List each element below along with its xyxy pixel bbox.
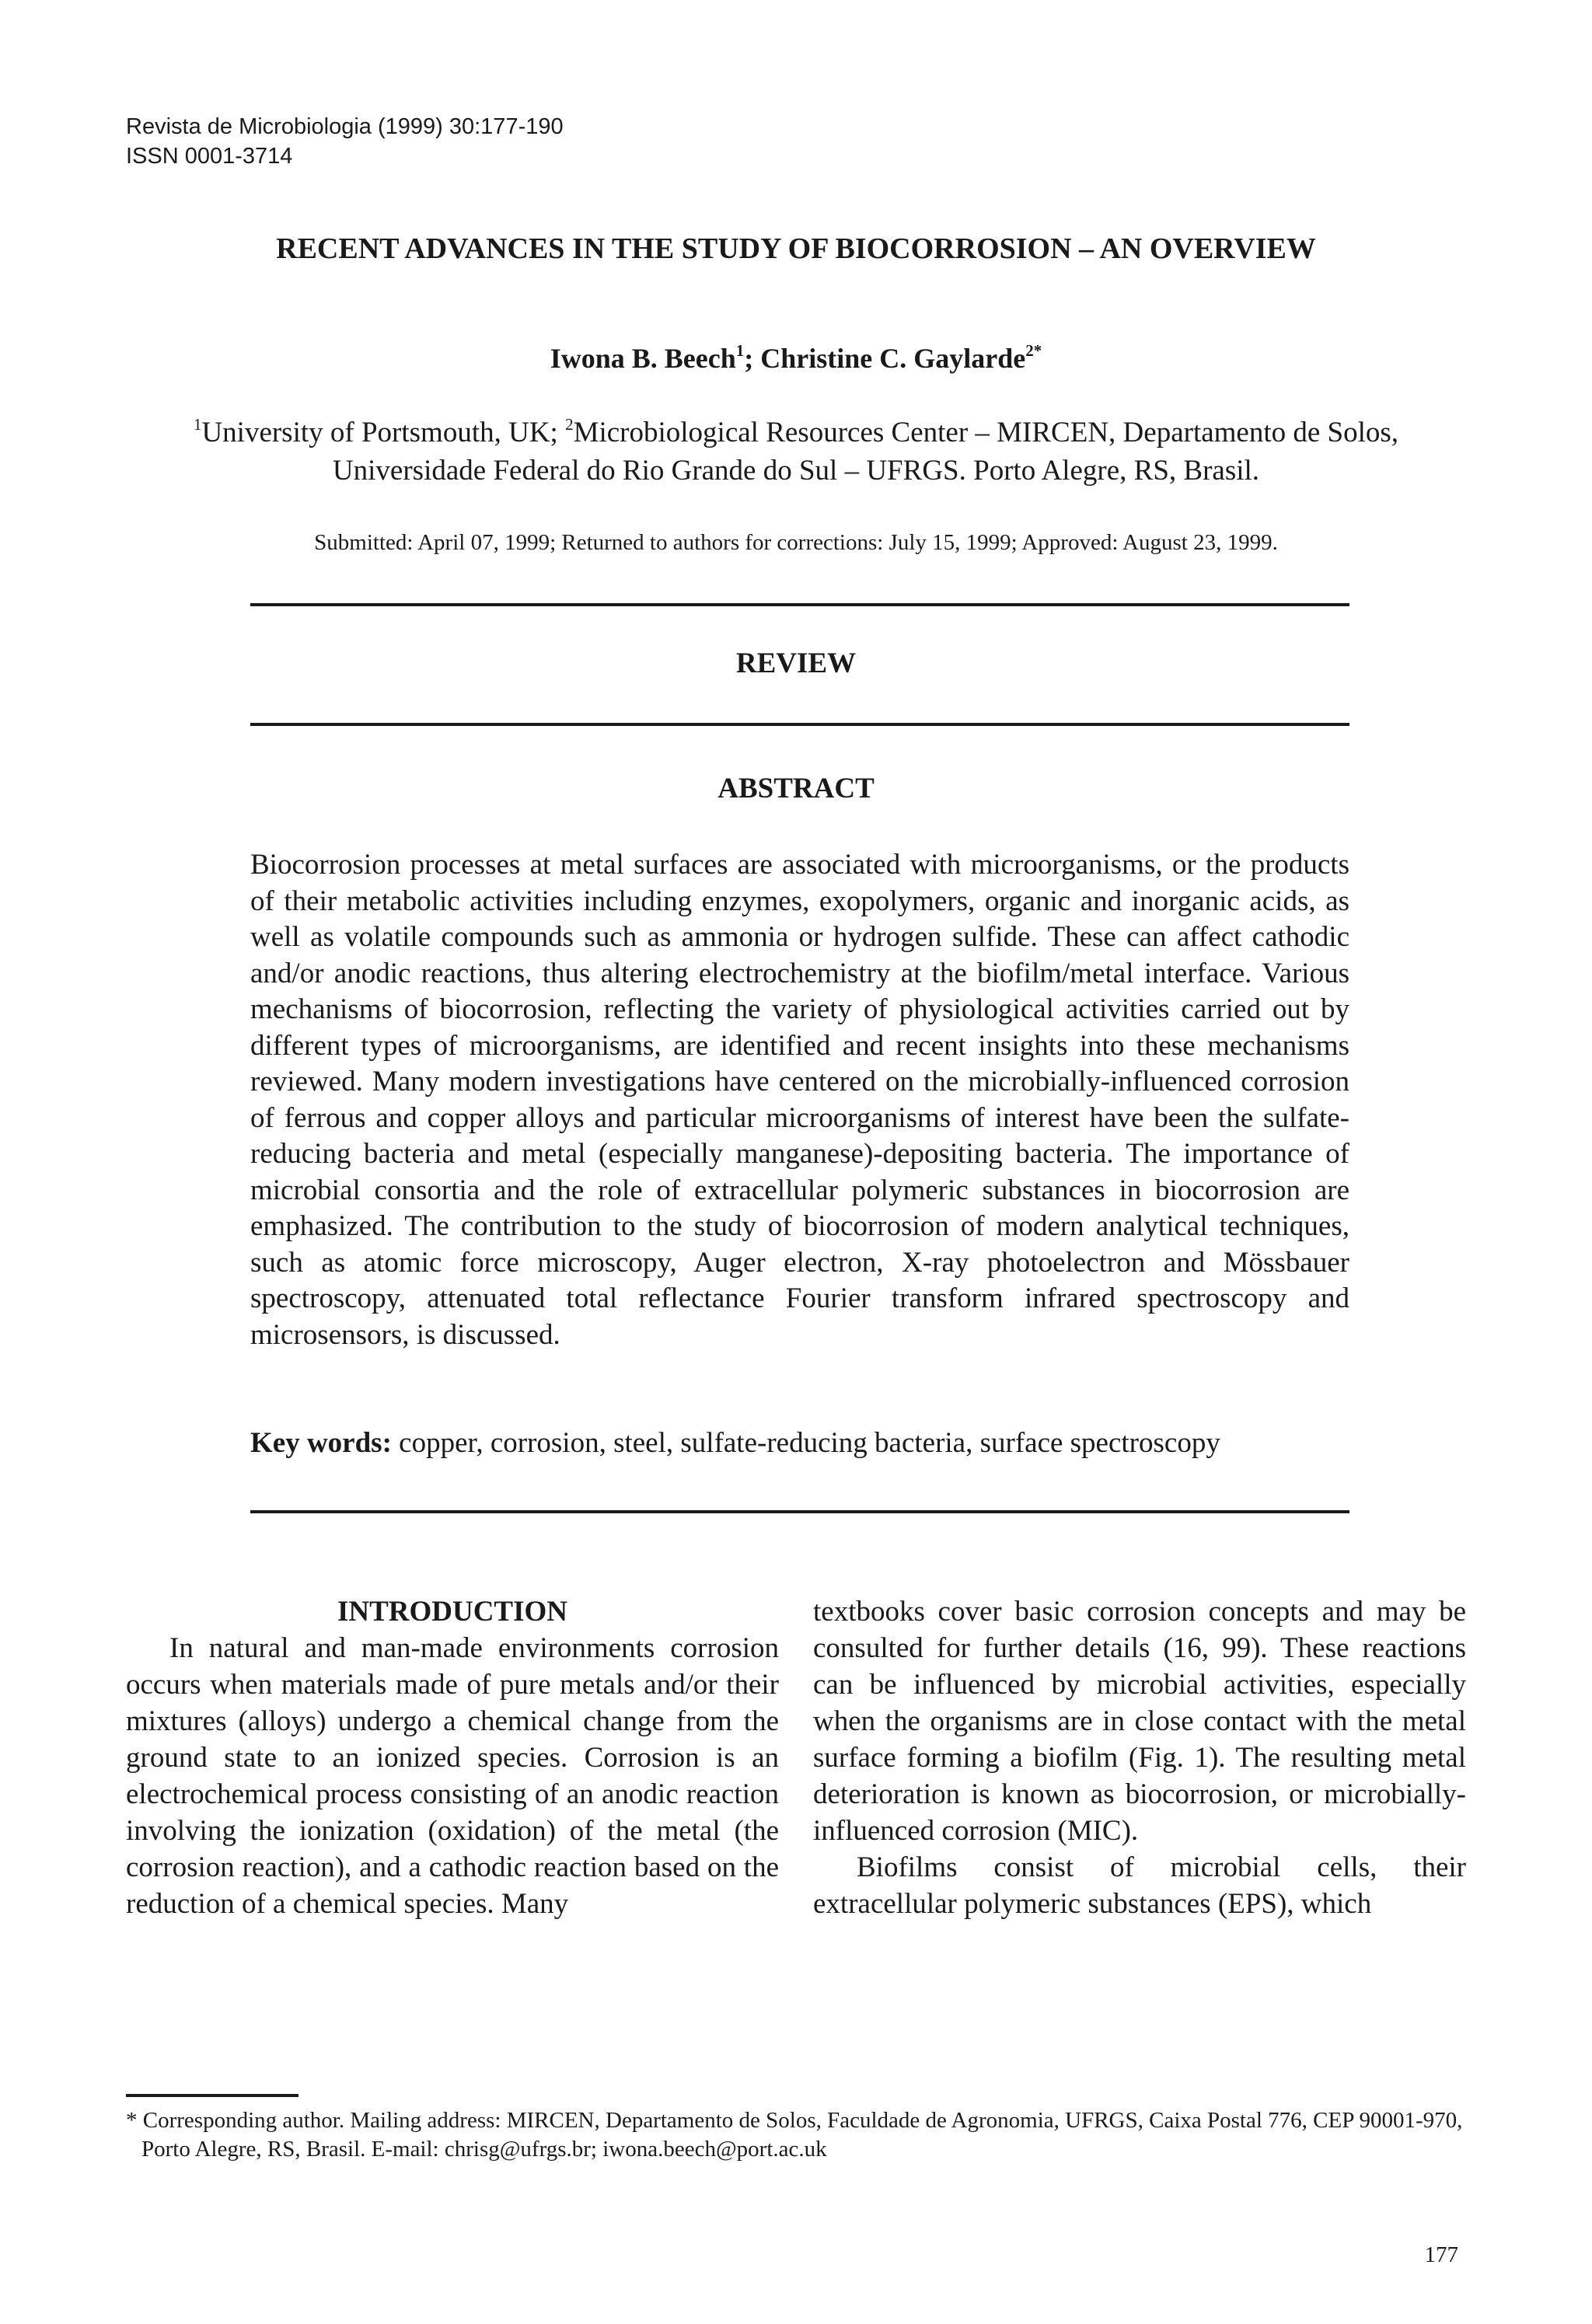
affiliation-1-mark: 1 xyxy=(193,415,202,434)
affiliation-2: Microbiological Resources Center – MIRCEN, Departamento de Solos, xyxy=(573,417,1399,448)
author-1-affiliation-mark: 1 xyxy=(735,341,745,360)
section-label: REVIEW xyxy=(735,647,857,679)
affiliation-line-2: Universidade Federal do Rio Grande do Sul – UFRGS. Porto Alegre, RS, Brasil. xyxy=(332,455,1260,487)
journal-citation: Revista de Microbiologia (1999) 30:177-190 xyxy=(126,114,564,139)
column-left xyxy=(126,1593,779,1922)
abstract-text: Biocorrosion processes at metal surfaces are associated with microorganisms, or the products of their metabolic activities including enzymes, exopolymers, organic and inorganic acids, as well as volatile compounds such as ammonia or hydrogen sulfide. These can affect cathodic and/or anodic reactions, thus altering electrochemistry at the biofilm/metal interface. Various mechanisms of biocorrosion, reflecting the variety of physiological activities carried out by different types of microorganisms, are identified and recent insights into these mechanisms reviewed. Many modern investigations have centered on the microbially-influenced corrosion of ferrous and copper alloys and particular microorganisms of interest have been the sulfate-reducing bacteria and metal (especially manganese)-depositing bacteria. The importance of microbial consortia and the role of extracellular polymeric substances in biocorrosion are emphasized. The contribution to the study of biocorrosion of modern analytical techniques, such as atomic force microscopy, Auger electron, X-ray photoelectron and Mössbauer spectroscopy, attenuated total reflectance Fourier transform infrared spectroscopy and microsensors, is discussed. xyxy=(250,849,1349,1351)
journal-issn: ISSN 0001-3714 xyxy=(126,144,293,169)
abstract-heading: ABSTRACT xyxy=(717,773,875,804)
column-right xyxy=(813,1593,1466,1922)
introduction-paragraph-1: In natural and man-made environments corrosion occurs when materials made of pure metals and/or their mixtures (alloys) undergo a chemical change from the ground state to an ionized species. Corrosion is an electrochemical process consisting of an anodic reaction involving the ionization (oxidation) of the metal (the corrosion reaction), and a cathodic reaction based on the reduction of a chemical species. Many xyxy=(126,1632,779,1920)
affiliation-1: University of Portsmouth, UK; xyxy=(201,417,566,448)
page-number: 177 xyxy=(1424,2242,1458,2267)
submission-dates: Submitted: April 07, 1999; Returned to authors for corrections: July 15, 1999; Approved: August 23, 1999. xyxy=(314,530,1278,555)
introduction-paragraph-2: textbooks cover basic corrosion concepts and may be consulted for further details (16, 99). These reactions can be influenced by microbial activities, especially when the organisms are in close contact with the metal surface forming a biofilm (Fig. 1). The resulting metal deterioration is known as biocorrosion, or microbially-influenced corrosion (MIC). xyxy=(813,1596,1466,1847)
affiliation-line-1 xyxy=(0,414,1592,452)
introduction-paragraph-3: Biofilms consist of microbial cells, their extracellular polymeric substances (EPS), which xyxy=(813,1851,1466,1920)
authors xyxy=(0,342,1592,375)
author-2-affiliation-mark: 2* xyxy=(1025,341,1042,360)
journal-header xyxy=(126,112,564,171)
affiliations xyxy=(0,414,1592,490)
author-separator: ; xyxy=(744,343,761,374)
divider-top xyxy=(250,603,1349,606)
keywords xyxy=(250,1425,1349,1461)
divider-bottom xyxy=(250,1510,1349,1513)
footnote: * Corresponding author. Mailing address: MIRCEN, Departamento de Solos, Faculdade de Agronomia, UFRGS, Caixa Postal 776, CEP 90001-970, Porto Alegre, RS, Brasil. E-mail: chrisg@ufrgs.br; iwona.beech@port.ac.uk xyxy=(126,2108,1463,2162)
article-title: RECENT ADVANCES IN THE STUDY OF BIOCORROSION – AN OVERVIEW xyxy=(276,232,1316,265)
author-2: Christine C. Gaylarde xyxy=(760,343,1026,374)
author-1: Iwona B. Beech xyxy=(550,343,736,374)
keywords-label: Key words: xyxy=(250,1427,392,1459)
keywords-list: copper, corrosion, steel, sulfate-reducing bacteria, surface spectroscopy xyxy=(391,1427,1220,1459)
divider-middle xyxy=(250,723,1349,726)
introduction-heading: INTRODUCTION xyxy=(337,1596,568,1628)
footnote-rule xyxy=(126,2094,298,2097)
affiliation-2-mark: 2 xyxy=(565,415,574,434)
